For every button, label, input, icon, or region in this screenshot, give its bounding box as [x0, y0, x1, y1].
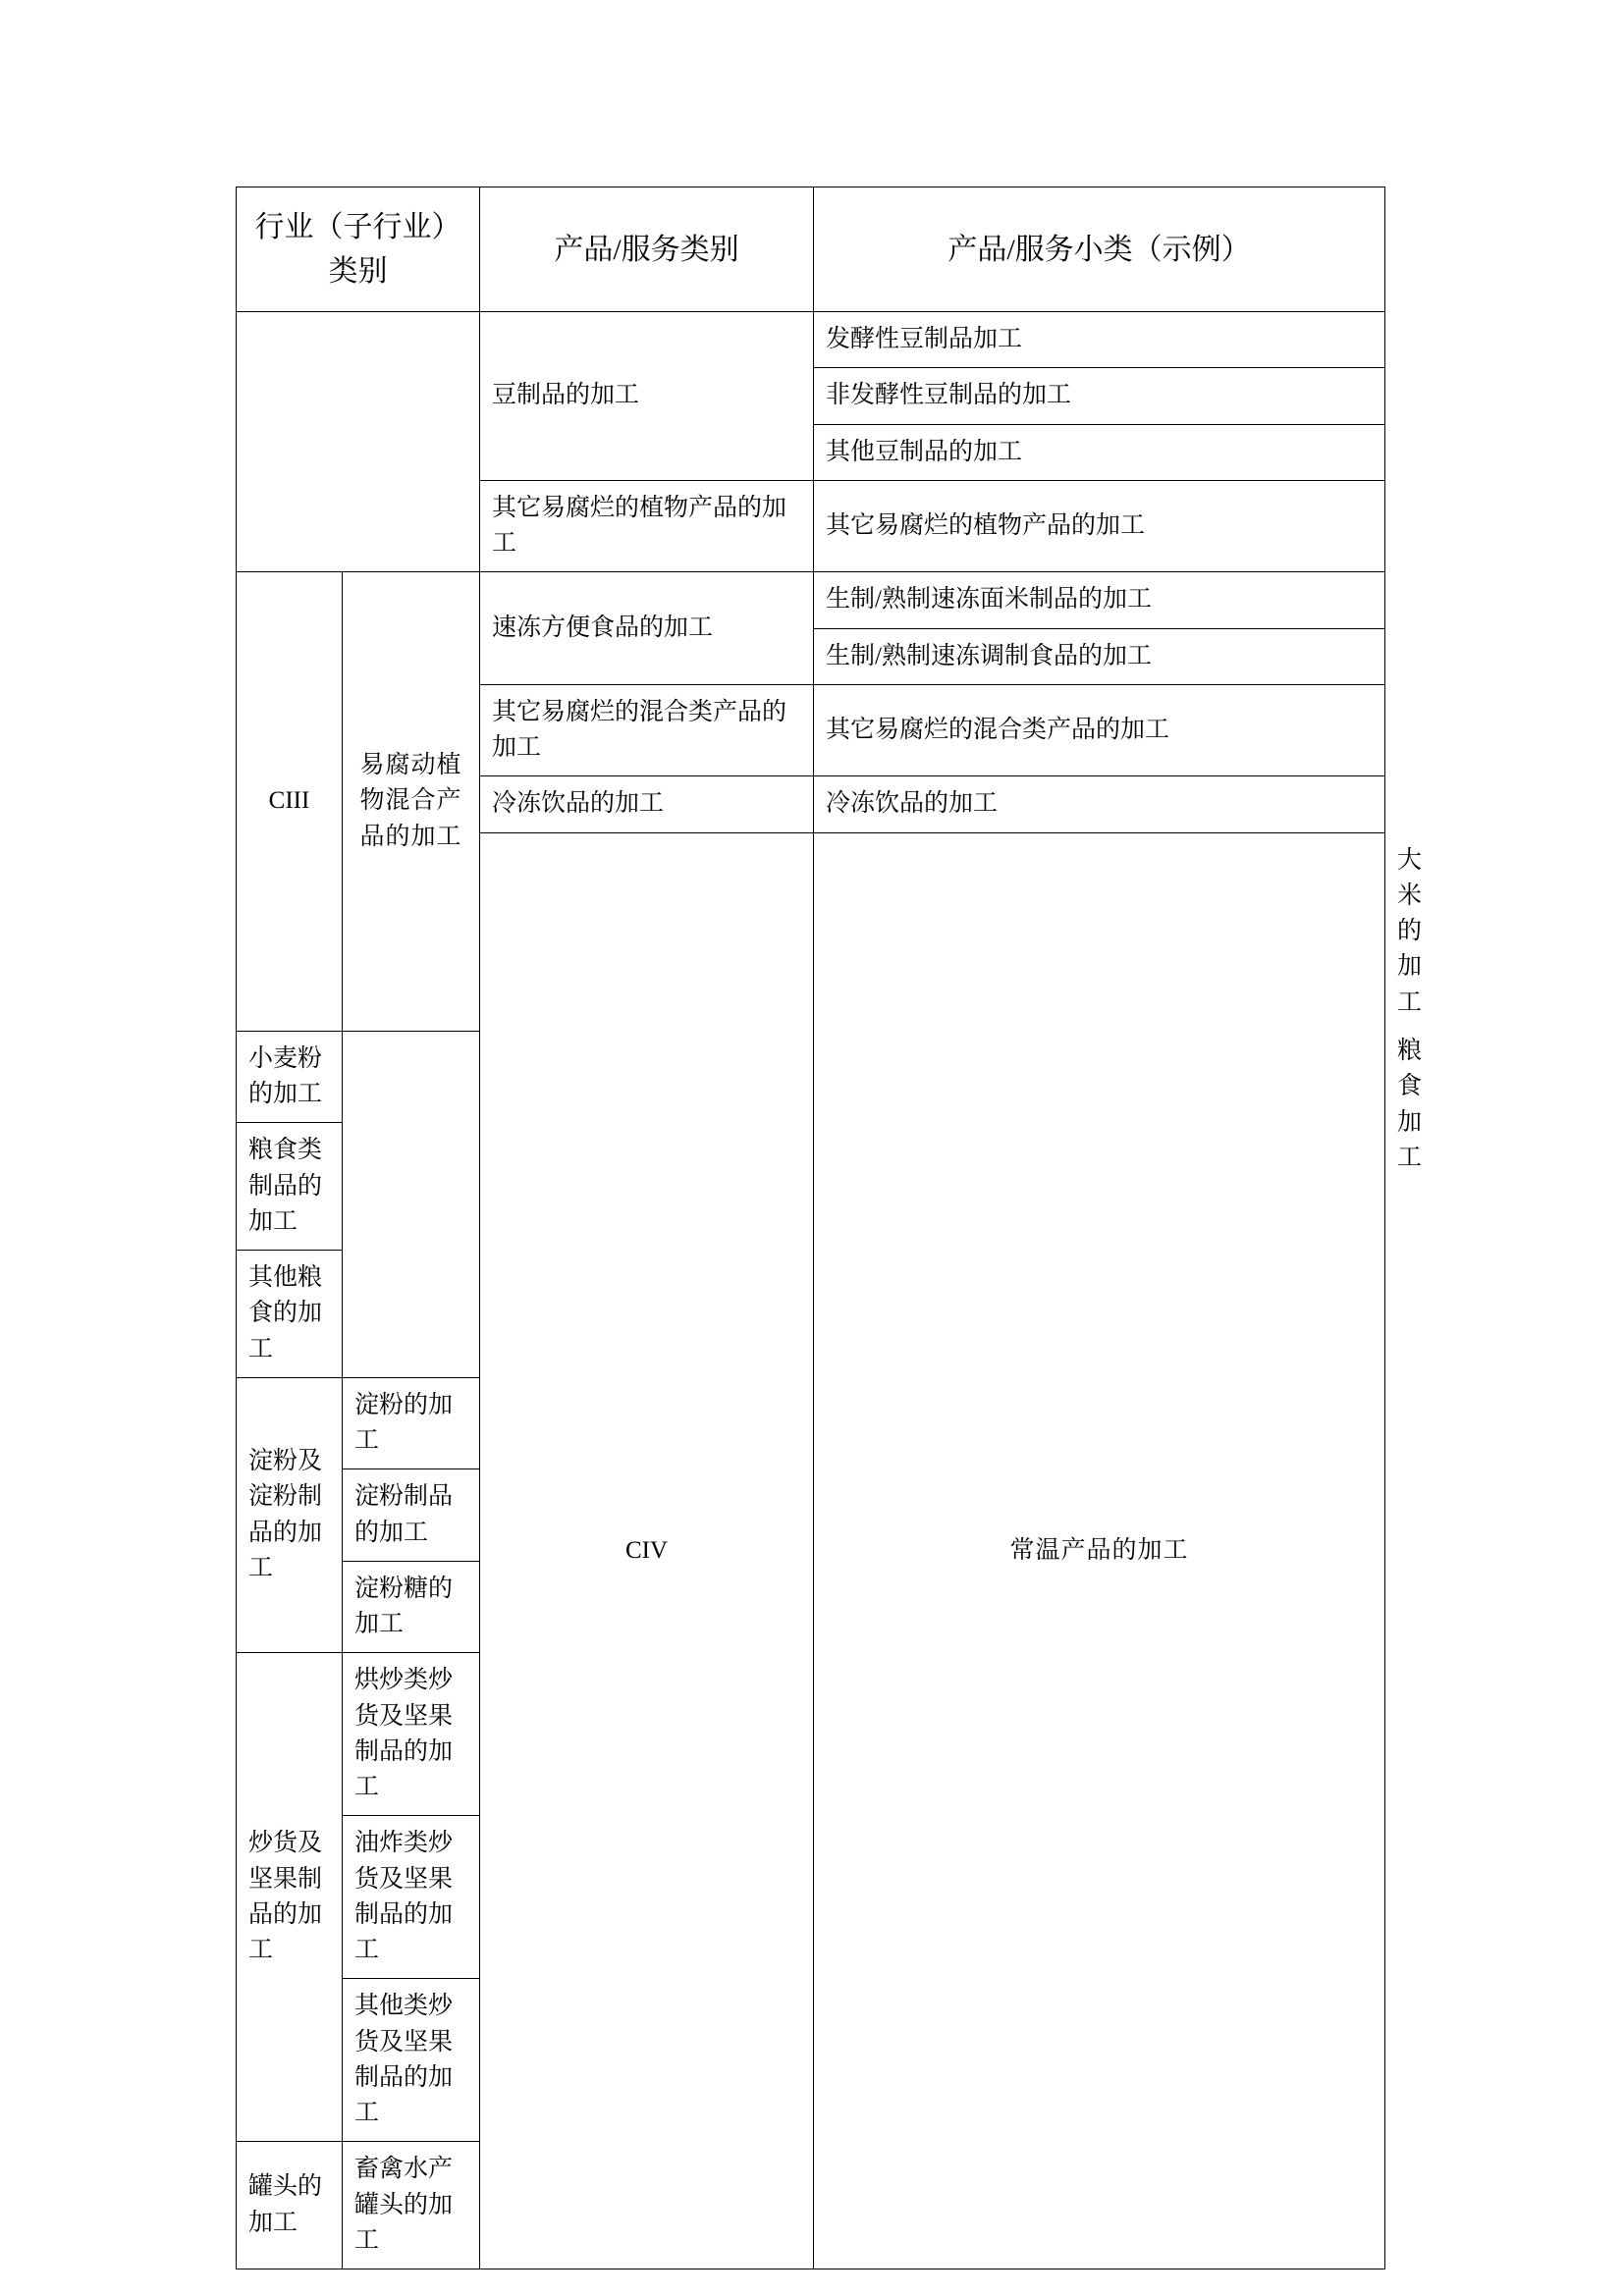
group-code-civ: CIV — [480, 832, 814, 2269]
table-row — [237, 312, 1385, 368]
table-row — [237, 572, 1385, 628]
classification-table — [236, 187, 1423, 2269]
group-code-ciii: CIII — [237, 572, 343, 1032]
classification-table-container — [236, 187, 1423, 2269]
subcategory-item: 畜禽水产罐头的加工 — [343, 2142, 480, 2269]
subcategory-item: 淀粉糖的加工 — [343, 1561, 480, 1653]
subcategory-item: 油炸类炒货及坚果制品的加工 — [343, 1816, 480, 1979]
category-name: 豆制品的加工 — [480, 312, 814, 481]
subcategory-item: 粮食类制品的加工 — [237, 1123, 343, 1251]
subcategory-item: 淀粉制品的加工 — [343, 1469, 480, 1562]
header-industry-category: 行业（子行业）类别 — [237, 187, 480, 312]
subcategory-item: 其他类炒货及坚果制品的加工 — [343, 1979, 480, 2142]
subcategory-item: 生制/熟制速冻调制食品的加工 — [814, 628, 1385, 684]
category-name: 炒货及坚果制品的加工 — [237, 1653, 343, 2142]
subcategory-item: 其他粮食的加工 — [237, 1251, 343, 1378]
category-name: 罐头的加工 — [237, 2142, 343, 2269]
table-header-row — [237, 187, 1385, 312]
table-row: CIV 常温产品的加工 粮食加工 大米的加工 — [237, 832, 1385, 1031]
subcategory-item: 烘炒类炒货及坚果制品的加工 — [343, 1653, 480, 1816]
group-industry-ciii: 易腐动植物混合产品的加工 — [343, 572, 480, 1032]
subcategory-item: 其它易腐烂的混合类产品的加工 — [814, 684, 1385, 776]
subcategory-item: 其他豆制品的加工 — [814, 424, 1385, 480]
category-name: 淀粉及淀粉制品的加工 — [237, 1377, 343, 1653]
subcategory-item: 发酵性豆制品加工 — [814, 312, 1385, 368]
subcategory-item: 生制/熟制速冻面米制品的加工 — [814, 572, 1385, 628]
group-industry-civ: 常温产品的加工 — [814, 832, 1385, 2269]
subcategory-item: 非发酵性豆制品的加工 — [814, 368, 1385, 424]
header-product-category: 产品/服务类别 — [480, 187, 814, 312]
subcategory-item: 小麦粉的加工 — [237, 1031, 343, 1123]
category-name: 冷冻饮品的加工 — [480, 776, 814, 832]
category-name: 速冻方便食品的加工 — [480, 572, 814, 685]
group-code-empty — [237, 312, 480, 572]
subcategory-item: 淀粉的加工 — [343, 1377, 480, 1469]
subcategory-item: 其它易腐烂的植物产品的加工 — [814, 480, 1385, 572]
header-product-subcategory: 产品/服务小类（示例） — [814, 187, 1385, 312]
category-name: 其它易腐烂的混合类产品的加工 — [480, 684, 814, 776]
subcategory-item: 冷冻饮品的加工 — [814, 776, 1385, 832]
category-name: 其它易腐烂的植物产品的加工 — [480, 480, 814, 572]
